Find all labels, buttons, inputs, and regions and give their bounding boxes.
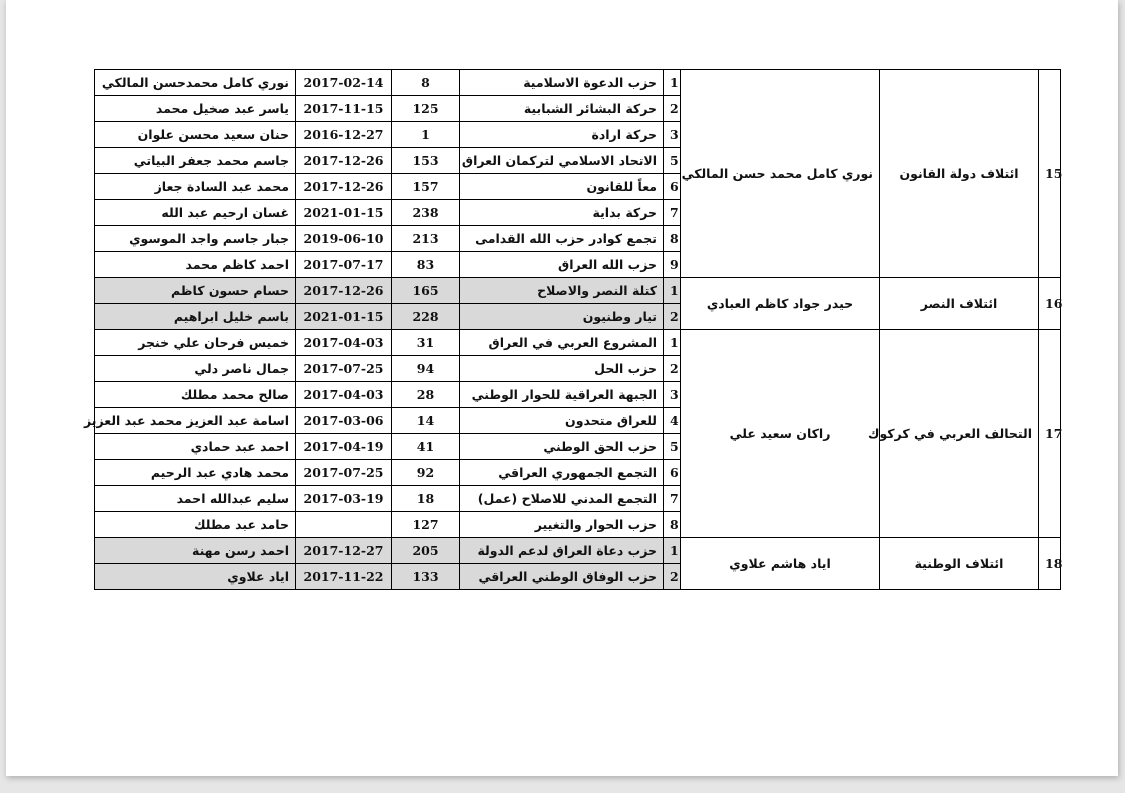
coalition-head-cell: نوري كامل محمد حسن المالكي [681,70,880,278]
party-name-cell: حزب الله العراق [460,252,664,278]
party-name-cell: الجبهة العراقية للحوار الوطني [460,382,664,408]
party-index-cell: 6 [664,174,681,200]
registration-date-cell: 2017-11-15 [296,96,392,122]
party-index-cell: 3 [664,122,681,148]
leader-name-cell: جبار جاسم واجد الموسوي [95,226,296,252]
party-index-cell: 8 [664,512,681,538]
party-name-cell: كتلة النصر والاصلاح [460,278,664,304]
party-name-cell: حركة بداية [460,200,664,226]
registration-number-cell: 41 [392,434,460,460]
registration-number-cell: 125 [392,96,460,122]
leader-name-cell: صالح محمد مطلك [95,382,296,408]
registration-date-cell: 2016-12-27 [296,122,392,148]
coalition-name-cell: التحالف العربي في كركوك [880,330,1039,538]
coalition-head-cell: حيدر جواد كاظم العبادي [681,278,880,330]
leader-name-cell: حسام حسون كاظم [95,278,296,304]
registration-number-cell: 31 [392,330,460,356]
party-index-cell: 7 [664,486,681,512]
registration-number-cell: 83 [392,252,460,278]
leader-name-cell: ياسر عبد صخيل محمد [95,96,296,122]
coalition-name-cell: ائتلاف دولة القانون [880,70,1039,278]
registration-date-cell: 2021-01-15 [296,304,392,330]
party-index-cell: 1 [664,70,681,96]
coalition-number-cell: 18 [1039,538,1061,590]
registration-date-cell: 2017-04-03 [296,382,392,408]
coalition-name-cell: ائتلاف النصر [880,278,1039,330]
leader-name-cell: نوري كامل محمدحسن المالكي [95,70,296,96]
registration-date-cell: 2017-03-19 [296,486,392,512]
leader-name-cell: حامد عبد مطلك [95,512,296,538]
leader-name-cell: اسامة عبد العزيز محمد عبد العزيز [95,408,296,434]
leader-name-cell: حنان سعيد محسن علوان [95,122,296,148]
party-name-cell: تجمع كوادر حزب الله القدامى [460,226,664,252]
registration-date-cell [296,512,392,538]
registration-number-cell: 92 [392,460,460,486]
party-index-cell: 4 [664,408,681,434]
registration-number-cell: 127 [392,512,460,538]
registration-number-cell: 133 [392,564,460,590]
registration-number-cell: 228 [392,304,460,330]
leader-name-cell: جاسم محمد جعفر البياتي [95,148,296,174]
registration-number-cell: 205 [392,538,460,564]
leader-name-cell: احمد كاظم محمد [95,252,296,278]
leader-name-cell: غسان ارحيم عبد الله [95,200,296,226]
party-index-cell: 1 [664,330,681,356]
leader-name-cell: احمد رسن مهنة [95,538,296,564]
document-page [6,0,1118,776]
party-name-cell: حزب دعاة العراق لدعم الدولة [460,538,664,564]
registration-date-cell: 2017-11-22 [296,564,392,590]
coalition-name-cell: ائتلاف الوطنية [880,538,1039,590]
party-name-cell: معاً للقانون [460,174,664,200]
table-row [95,330,1061,356]
party-name-cell: الاتحاد الاسلامي لتركمان العراق [460,148,664,174]
registration-date-cell: 2019-06-10 [296,226,392,252]
registration-number-cell: 153 [392,148,460,174]
registration-number-cell: 238 [392,200,460,226]
registration-date-cell: 2017-04-19 [296,434,392,460]
registration-number-cell: 18 [392,486,460,512]
party-index-cell: 2 [664,96,681,122]
party-index-cell: 5 [664,434,681,460]
party-name-cell: حزب الدعوة الاسلامية [460,70,664,96]
party-index-cell: 7 [664,200,681,226]
registration-number-cell: 165 [392,278,460,304]
party-index-cell: 2 [664,356,681,382]
coalition-number-cell: 16 [1039,278,1061,330]
party-name-cell: التجمع المدني للاصلاح (عمل) [460,486,664,512]
leader-name-cell: سليم عبدالله احمد [95,486,296,512]
leader-name-cell: جمال ناصر دلي [95,356,296,382]
coalition-head-cell: اياد هاشم علاوي [681,538,880,590]
registration-date-cell: 2017-12-26 [296,148,392,174]
table-row [95,70,1061,96]
registration-date-cell: 2017-07-17 [296,252,392,278]
party-name-cell: حركة البشائر الشبابية [460,96,664,122]
registration-date-cell: 2017-12-26 [296,278,392,304]
registration-date-cell: 2017-03-06 [296,408,392,434]
table-row [95,538,1061,564]
registration-number-cell: 8 [392,70,460,96]
coalition-head-cell: راكان سعيد علي [681,330,880,538]
coalition-number-cell: 17 [1039,330,1061,538]
registration-number-cell: 28 [392,382,460,408]
leader-name-cell: باسم خليل ابراهيم [95,304,296,330]
registration-date-cell: 2021-01-15 [296,200,392,226]
party-name-cell: للعراق متحدون [460,408,664,434]
party-index-cell: 8 [664,226,681,252]
registration-date-cell: 2017-07-25 [296,460,392,486]
coalitions-table [84,69,1063,590]
party-name-cell: المشروع العربي في العراق [460,330,664,356]
party-name-cell: حركة ارادة [460,122,664,148]
leader-name-cell: محمد عبد السادة جعاز [95,174,296,200]
party-index-cell: 3 [664,382,681,408]
leader-name-cell: اياد علاوي [95,564,296,590]
party-index-cell: 1 [664,278,681,304]
registration-date-cell: 2017-02-14 [296,70,392,96]
table-row [95,278,1061,304]
party-index-cell: 6 [664,460,681,486]
leader-name-cell: خميس فرحان علي خنجر [95,330,296,356]
party-name-cell: حزب الحوار والتغيير [460,512,664,538]
registration-number-cell: 14 [392,408,460,434]
party-index-cell: 2 [664,304,681,330]
party-index-cell: 9 [664,252,681,278]
registration-date-cell: 2017-12-27 [296,538,392,564]
registration-number-cell: 94 [392,356,460,382]
party-index-cell: 1 [664,538,681,564]
party-name-cell: تيار وطنيون [460,304,664,330]
party-name-cell: حزب الحق الوطني [460,434,664,460]
party-name-cell: حزب الحل [460,356,664,382]
party-index-cell: 2 [664,564,681,590]
registration-number-cell: 213 [392,226,460,252]
party-name-cell: حزب الوفاق الوطني العراقي [460,564,664,590]
registration-number-cell: 157 [392,174,460,200]
leader-name-cell: احمد عبد حمادي [95,434,296,460]
registration-number-cell: 1 [392,122,460,148]
party-name-cell: التجمع الجمهوري العراقي [460,460,664,486]
registration-date-cell: 2017-04-03 [296,330,392,356]
party-index-cell: 5 [664,148,681,174]
coalition-number-cell: 15 [1039,70,1061,278]
leader-name-cell: محمد هادي عبد الرحيم [95,460,296,486]
registration-date-cell: 2017-07-25 [296,356,392,382]
registration-date-cell: 2017-12-26 [296,174,392,200]
